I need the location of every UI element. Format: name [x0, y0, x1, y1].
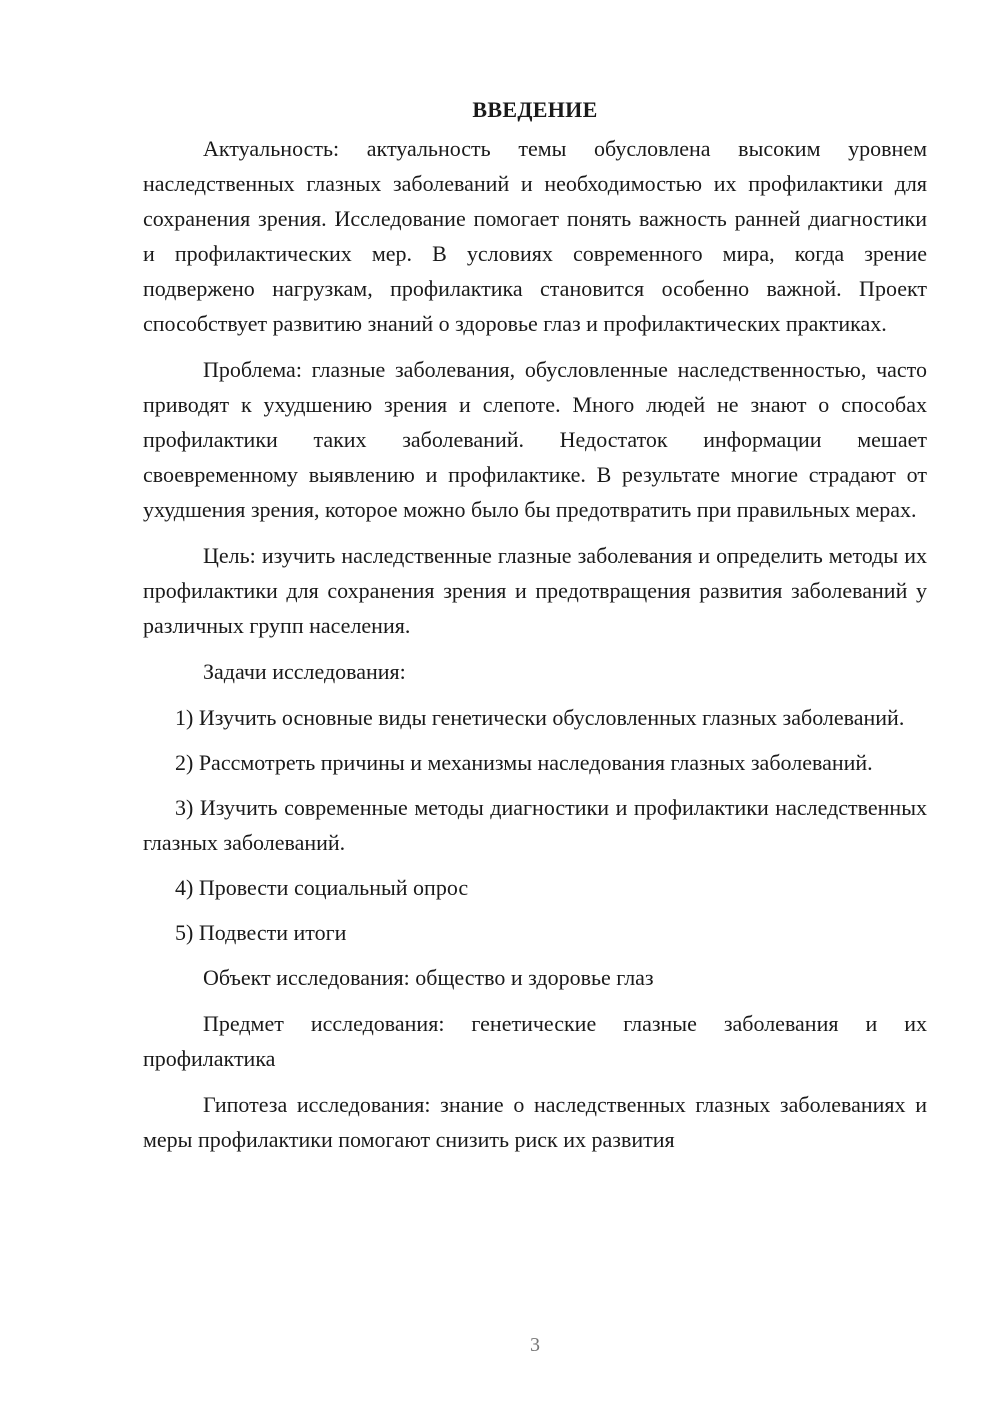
- problem-paragraph: Проблема: глазные заболевания, обусловленные наследственностью, часто приводят к ухудшению зрения и слепоте. Много людей не знают о способах профилактики таких заболеваний. Недостаток информации мешает своевременному выявлению и профилактике. В результате многие страдают от ухудшения зрения, которое можно было бы предотвратить при правильных мерах.: [143, 357, 927, 522]
- page-number: 3: [530, 1334, 540, 1356]
- object-paragraph: Объект исследования: общество и здоровье глаз: [203, 965, 654, 990]
- task-item-2: 2) Рассмотреть причины и механизмы наследования глазных заболеваний.: [175, 750, 873, 775]
- section-heading: ВВЕДЕНИЕ: [472, 97, 598, 122]
- hypothesis-paragraph: Гипотеза исследования: знание о наследственных глазных заболеваниях и меры профилактики помогают снизить риск их развития: [143, 1092, 927, 1152]
- task-item-1: 1) Изучить основные виды генетически обусловленных глазных заболеваний.: [175, 705, 905, 730]
- tasks-heading: Задачи исследования:: [203, 659, 406, 684]
- task-item-3: 3) Изучить современные методы диагностики и профилактики наследственных глазных заболеваний.: [143, 795, 927, 855]
- subject-paragraph: Предмет исследования: генетические глазные заболевания и их профилактика: [143, 1011, 927, 1071]
- goal-paragraph: Цель: изучить наследственные глазные заболевания и определить методы их профилактики для сохранения зрения и предотвращения развития заболеваний у различных групп населения.: [143, 543, 927, 638]
- task-item-4: 4) Провести социальный опрос: [175, 875, 469, 900]
- document-page: [143, 92, 927, 1168]
- task-item-5: 5) Подвести итоги: [175, 920, 347, 945]
- relevance-paragraph: Актуальность: актуальность темы обусловлена высоким уровнем наследственных глазных заболеваний и необходимостью их профилактики для сохранения зрения. Исследование помогает понять важность ранней диагностики и профилактических мер. В условиях современного мира, когда зрение подвержено нагрузкам, профилактика становится особенно важной. Проект способствует развитию знаний о здоровье глаз и профилактических практиках.: [143, 136, 927, 336]
